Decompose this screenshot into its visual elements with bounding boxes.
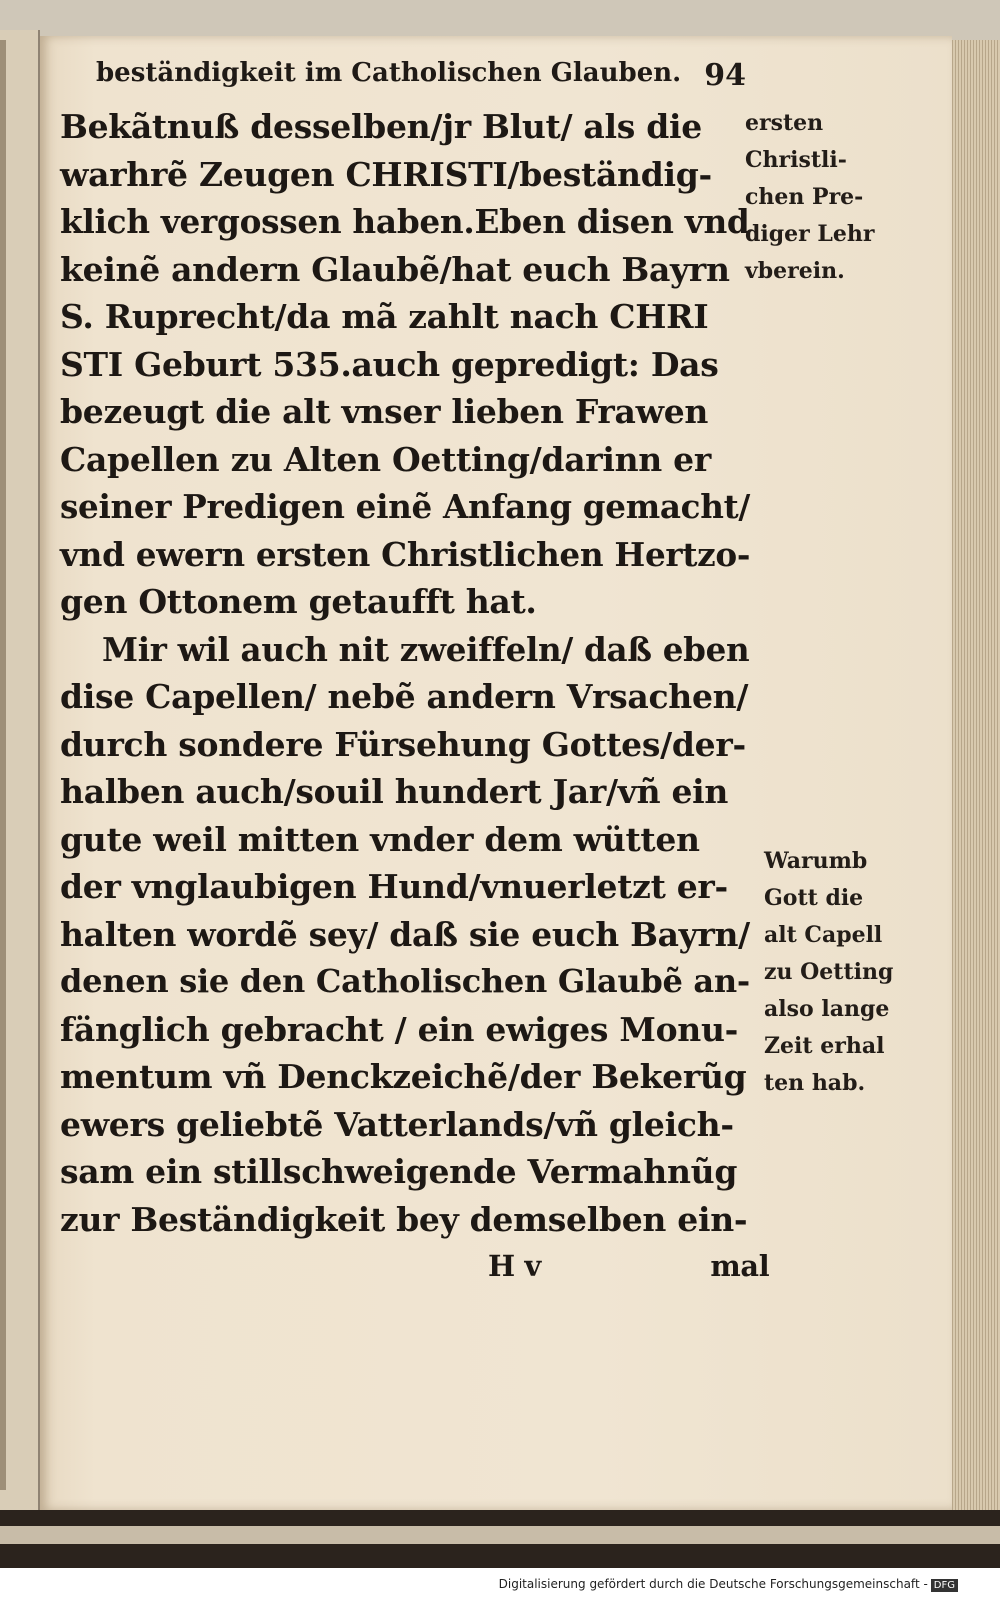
text-line: Capellen zu Alten Oetting/darinn er — [60, 439, 711, 479]
page-number: 94 — [704, 58, 746, 93]
margin-note-line: alt Capell — [764, 922, 883, 948]
margin-note-second — [764, 843, 893, 1102]
margin-note-line: vberein. — [745, 258, 845, 284]
text-line: mentum vñ Denckzeichẽ/der Bekerũg — [60, 1057, 747, 1096]
margin-note-line: Warumb — [764, 848, 868, 874]
left-page-edge — [0, 30, 40, 1510]
text-line: warhrẽ Zeugen CHRISTI/beständig- — [60, 154, 712, 194]
signature-mark: H v — [488, 1249, 541, 1283]
text-line: der vnglaubigen Hund/vnuerletzt er- — [60, 867, 728, 906]
margin-note-first — [745, 105, 874, 290]
text-line: dise Capellen/ nebẽ andern Vrsachen/ — [60, 677, 749, 716]
main-text-block — [60, 103, 770, 1291]
credit-text: Digitalisierung gefördert durch die Deutsche Forschungsgemeinschaft - — [498, 1577, 928, 1591]
text-line: klich vergossen haben.Eben disen vnd — [60, 202, 750, 241]
catchword: mal — [710, 1249, 770, 1283]
margin-note-line: chen Pre- — [745, 184, 864, 210]
text-line: sam ein stillschweigende Vermahnũg — [60, 1152, 738, 1191]
text-line: fänglich gebracht / ein ewiges Monu- — [60, 1009, 739, 1049]
margin-note-line: Christli- — [745, 147, 847, 173]
text-line: S. Ruprecht/da mã zahlt nach CHRI — [60, 297, 709, 336]
left-binding — [0, 40, 6, 1490]
margin-note-line: ten hab. — [764, 1070, 866, 1096]
text-line: ewers geliebtẽ Vatterlands/vñ gleich- — [60, 1104, 734, 1144]
text-line: denen sie den Catholischen Glaubẽ an- — [60, 962, 750, 1000]
text-line: vnd ewern ersten Christlichen Hertzo- — [60, 534, 751, 574]
margin-note-line: diger Lehr — [745, 221, 875, 247]
text-line: halten wordẽ sey/ daß sie euch Bayrn/ — [60, 914, 750, 954]
text-line: Mir wil auch nit zweiffeln/ daß eben — [102, 629, 750, 669]
text-line: keinẽ andern Glaubẽ/hat euch Bayrn — [60, 249, 730, 289]
margin-note-line: Gott die — [764, 885, 864, 911]
running-title: beständigkeit im Catholischen Glauben. — [96, 58, 682, 88]
text-line: Bekãtnuß desselben/jr Blut/ als die — [60, 107, 702, 146]
bottom-stripe — [0, 1526, 1000, 1544]
page-edges-right — [950, 40, 1000, 1510]
text-line: seiner Predigen einẽ Anfang gemacht/ — [60, 487, 750, 526]
text-line: halben auch/souil hundert Jar/vñ ein — [60, 772, 729, 811]
catchline — [60, 1243, 770, 1291]
margin-note-line: Zeit erhal — [764, 1033, 885, 1059]
digitization-credit — [499, 1577, 958, 1592]
running-header — [96, 58, 746, 98]
margin-note-line: also lange — [764, 996, 890, 1022]
text-line: gen Ottonem getaufft hat. — [60, 582, 537, 621]
margin-note-line: ersten — [745, 110, 824, 136]
text-line: gute weil mitten vnder dem wütten — [60, 819, 700, 859]
text-line: STI Geburt 535.auch gepredigt: Das — [60, 344, 719, 384]
margin-note-line: zu Oetting — [764, 959, 894, 985]
text-line: zur Beständigkeit bey demselben ein- — [60, 1199, 748, 1239]
dfg-logo: DFG — [931, 1579, 958, 1592]
text-line: durch sondere Fürsehung Gottes/der- — [60, 724, 746, 764]
text-line: bezeugt die alt vnser lieben Frawen — [60, 392, 709, 431]
